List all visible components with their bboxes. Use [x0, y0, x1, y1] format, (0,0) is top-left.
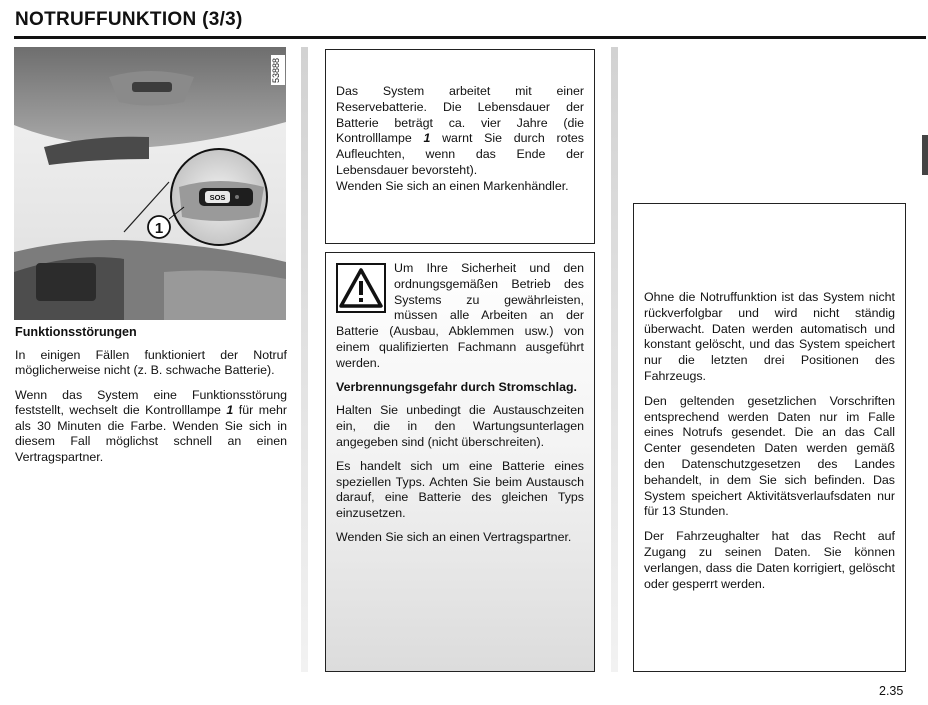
- paragraph: Das System arbeitet mit einer Reservebatterie. Die Lebensdauer der Batterie beträgt ca. vier Jahre (die Kontrolllampe 1 warnt Sie durch rotes Aufleuchten, wenn das Ende der Lebensdauer bevorsteht).: [336, 84, 584, 177]
- page-number: 2.35: [879, 684, 904, 698]
- warning-box: [325, 252, 595, 672]
- paragraph: In einigen Fällen funktioniert der Notruf möglicherweise nicht (z. B. schwache Batterie).: [15, 347, 287, 377]
- paragraph: Der Fahrzeughalter hat das Recht auf Zugang zu seinen Daten. Sie können verlangen, dass die Daten korrigiert, gelöscht oder gesperrt werden.: [644, 529, 895, 591]
- page-tab-marker: [922, 135, 928, 175]
- page-title: NOTRUFFUNKTION (3/3): [15, 9, 243, 30]
- section-heading: Funktionsstörungen: [15, 325, 137, 339]
- warning-triangle-icon: [336, 263, 386, 313]
- paragraph: Wenden Sie sich an einen Vertragspartner.: [336, 529, 572, 544]
- paragraph: Wenn das System eine Funktionsstörung feststellt, wechselt die Kontrolllampe 1 für mehr als 30 Minuten die Farbe. Wenden Sie sich in diesem Fall möglichst schnell an einen Vertragspartner.: [15, 387, 288, 464]
- privacy-info-box: [633, 203, 906, 672]
- paragraph: Wenden Sie sich an einen Markenhändler.: [336, 178, 569, 193]
- title-rule: [14, 36, 926, 39]
- left-column: [15, 325, 287, 474]
- paragraph: Es handelt sich um eine Batterie eines speziellen Typs. Achten Sie beim Austausch darauf, eine Batterie des gleichen Typs einzusetzen.: [336, 458, 584, 521]
- callout-label: 1: [154, 220, 164, 237]
- warning-heading: Verbrennungsgefahr durch Stromschlag.: [336, 379, 577, 394]
- paragraph: Um Ihre Sicherheit und den ordnungsgemäßen Betrieb des Systems zu gewährleisten, müssen alle Arbeiten an der Batterie (Ausbau, Abklemmen usw.) von einem qualifizierten Fachmann ausgeführt werden.: [336, 261, 584, 370]
- column-separator-right: [611, 47, 618, 672]
- image-reference-number: 53888: [271, 55, 285, 85]
- paragraph: Den geltenden gesetzlichen Vorschriften entsprechend werden Daten nur im Falle eines Notrufs gesendet. Die an das Call Center gesendeten Daten werden gemäß den Datenschutzgesetzen des Landes behandelt, in dem Sie sich befinden. Das System speichert Aktivitätsverlaufsdaten nur für 13 Stunden.: [644, 393, 895, 519]
- paragraph: Ohne die Notruffunktion ist das System nicht rückverfolgbar und wird nicht ständig überwacht. Daten werden automatisch und konstant gelöscht, und das System speichert nur die letzten drei Positionen des Fahrzeugs.: [644, 290, 895, 383]
- column-separator-left: [301, 47, 308, 672]
- battery-info-box: [325, 49, 595, 244]
- sos-button-photo: [14, 47, 286, 320]
- sos-button-label: SOS: [209, 193, 226, 202]
- paragraph: Halten Sie unbedingt die Austauschzeiten ein, die in den Wartungsunterlagen angegeben sind (nicht überschreiten).: [336, 403, 584, 449]
